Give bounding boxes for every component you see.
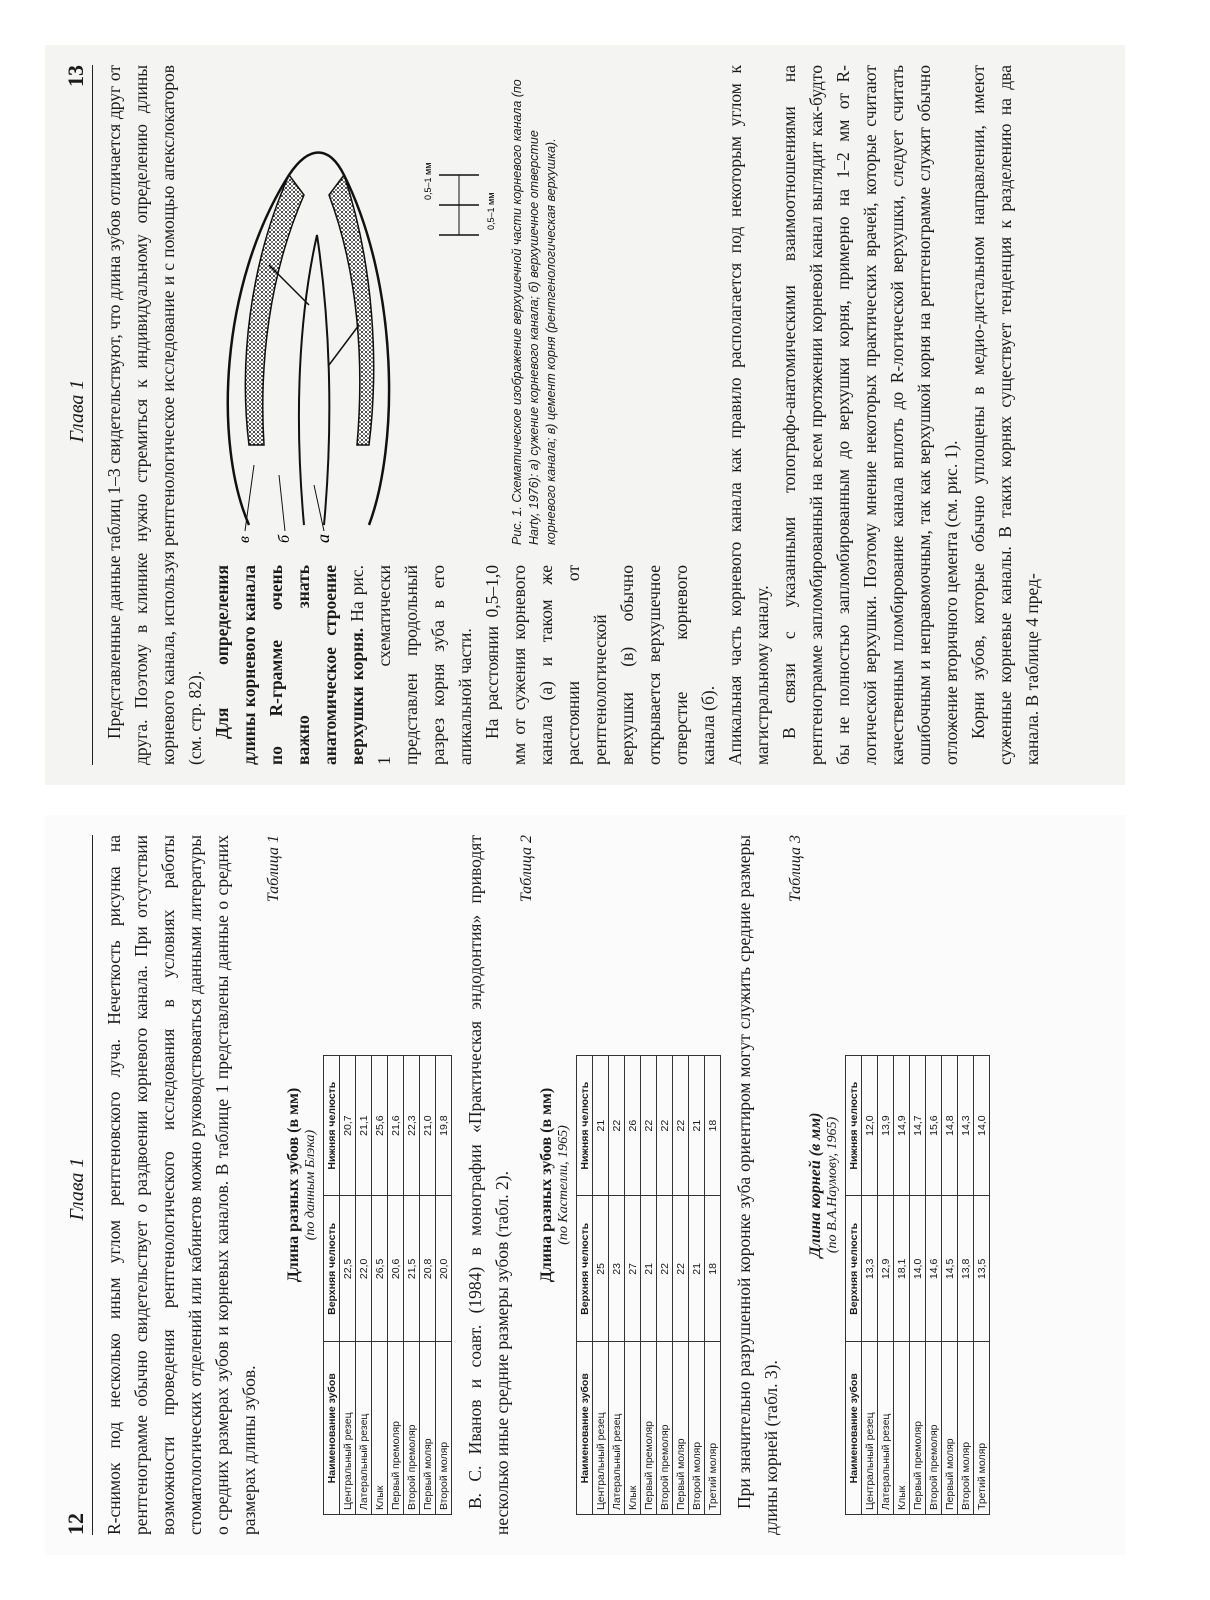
table-cell: Клык <box>894 1342 910 1515</box>
table-cell: Центральный резец <box>862 1342 878 1515</box>
table-row <box>436 1056 452 1515</box>
leader-line <box>279 475 285 531</box>
cementum-layer-lower <box>329 175 374 445</box>
leader-line <box>314 485 324 531</box>
figure-1 <box>209 65 604 565</box>
dimension-label: 0,5–1 мм <box>423 162 433 200</box>
table-cell: Первый моляр <box>420 1342 436 1515</box>
table-cell: 25,6 <box>372 1056 388 1196</box>
table-cell: Клык <box>372 1342 388 1515</box>
table-row <box>942 1056 958 1515</box>
column-header: Нижняя челюсть <box>324 1056 340 1196</box>
table-row <box>420 1056 436 1515</box>
table-cell: 14,6 <box>926 1196 942 1342</box>
text-with-figure <box>209 65 722 765</box>
table-cell: Первый моляр <box>942 1342 958 1515</box>
chapter-title: Глава 1 <box>66 379 88 443</box>
table-cell: 21 <box>641 1196 657 1342</box>
paragraph: Корни зубов, которые обычно уплощены в медио-дистальном направлении, имеют суженные корневые каналы. В таких корнях существует тенденция к разделению на два канала. В таблице 4 пред- <box>968 65 1042 765</box>
table-cell: 22 <box>609 1056 625 1196</box>
table-cell: 13,8 <box>958 1196 974 1342</box>
table-cell: 21 <box>689 1056 705 1196</box>
paragraph: На рис. 1 схематически представлен продольный разрез корня зуба в его апикальной части. <box>347 565 475 765</box>
root-canal <box>299 235 329 525</box>
table-cell: 14,9 <box>894 1056 910 1196</box>
page-13 <box>45 45 1125 785</box>
table-row <box>641 1056 657 1515</box>
table-cell: 13,3 <box>862 1196 878 1342</box>
table-cell: 12,9 <box>878 1196 894 1342</box>
running-header-right <box>63 65 93 765</box>
page-number: 12 <box>63 1513 88 1535</box>
table-row <box>657 1056 673 1515</box>
table-cell: 14,3 <box>958 1056 974 1196</box>
canal-branch <box>329 325 359 365</box>
table-cell: 14,0 <box>974 1056 990 1196</box>
table-row <box>372 1056 388 1515</box>
table-cell: 20,0 <box>436 1196 452 1342</box>
table-cell: 22,5 <box>340 1196 356 1342</box>
table-cell: 19,8 <box>436 1056 452 1196</box>
table-cell: Второй премоляр <box>926 1342 942 1515</box>
column-header: Наименование зубов <box>846 1342 862 1515</box>
table-cell: 22,0 <box>356 1196 372 1342</box>
label-a: а <box>313 534 333 543</box>
table-cell: 23 <box>609 1196 625 1342</box>
table-cell: 22 <box>673 1056 689 1196</box>
table-cell: 14,0 <box>910 1196 926 1342</box>
paragraph: На расстоянии 0,5–1,0 мм от сужения корневого канала (а) и таком же расстоянии от рентгенологической верхушки (в) обычно открывается верхушечное отверстие корневого канала (б). <box>482 565 718 765</box>
table-3 <box>845 1055 990 1515</box>
column-header: Верхняя челюсть <box>846 1196 862 1342</box>
page-12 <box>45 815 1125 1555</box>
table-cell: 20,8 <box>420 1196 436 1342</box>
table-row <box>625 1056 641 1515</box>
label-b: б <box>276 534 293 543</box>
table-cell: Третий моляр <box>974 1342 990 1515</box>
table-cell: Центральный резец <box>593 1342 609 1515</box>
table-cell: Клык <box>625 1342 641 1515</box>
table-2 <box>576 1055 721 1515</box>
table-cell: 22 <box>657 1196 673 1342</box>
table-cell: 22,3 <box>404 1056 420 1196</box>
table-cell: 15,6 <box>926 1056 942 1196</box>
paragraph: В. С. Иванов и соавт. (1984) в монографии «Практическая эндодонтия» приводят несколько иные средние размеры зубов (табл. 2). <box>465 835 512 1535</box>
table-cell: Третий моляр <box>705 1342 721 1515</box>
table-label: Таблица 1 <box>265 835 282 903</box>
table-cell: Второй премоляр <box>657 1342 673 1515</box>
table-row <box>404 1056 420 1515</box>
wrapped-text-column <box>209 565 722 765</box>
paragraph: R-снимок под несколько иным углом рентгеновского луча. Нечеткость рисунка на рентгенограмме обычно свидетельствует о раздвоении корневого канала. При отсутствии возможности проведения рентгенологического исследования в условиях работы стоматологических отделений или кабинетов можно руководствоваться данными литературы о средних размерах зубов и корневых каналов. В таблице 1 представлены данные о средних размерах длины зубов. <box>104 835 259 1535</box>
table-row <box>356 1056 372 1515</box>
paragraph: Представленные данные таблиц 1–3 свидетельствуют, что длина зубов отличается друг от друга. Поэтому в клинике нужно стремиться к индивидуальному определению длины корневого канала, используя рентгенологическое исследование и с помощью апекслокаторов (см. стр. 82). <box>104 65 205 765</box>
paragraph: В связи с указанными топографо-анатомическими взаимоотношениями на рентгенограмме запломбированный на всем протяжении корневой канал выглядит как-будто бы не полностью запломбированным до верхушки корня, примерно на 1–2 мм от R-логической верхушки. Поэтому мнение некоторых практических врачей, которые считают качественным пломбирование канала вплоть до R-логической верхушки, следует считать ошибочным и неправомочным, так как верхушкой корня на рентгенограмме служит обычно отложение вторичного цемента (см. рис. 1). <box>779 65 961 765</box>
table-cell: 21 <box>689 1196 705 1342</box>
page-number: 13 <box>63 65 88 88</box>
table-row <box>593 1056 609 1515</box>
table-label: Таблица 3 <box>787 835 804 903</box>
leader-line <box>245 465 254 531</box>
table-row <box>958 1056 974 1515</box>
table-cell: Первый премоляр <box>388 1342 404 1515</box>
chapter-title: Глава 1 <box>66 1157 88 1221</box>
table-cell: 21,6 <box>388 1056 404 1196</box>
table-row <box>689 1056 705 1515</box>
column-header: Нижняя челюсть <box>577 1056 593 1196</box>
table-row <box>926 1056 942 1515</box>
table-row <box>673 1056 689 1515</box>
column-header: Нижняя челюсть <box>846 1056 862 1196</box>
column-header: Наименование зубов <box>324 1342 340 1515</box>
table-label: Таблица 2 <box>518 835 535 903</box>
table-cell: 20,6 <box>388 1196 404 1342</box>
table-cell: 27 <box>625 1196 641 1342</box>
table-title: Длина корней (в мм) <box>807 1112 824 1258</box>
table-cell: 22 <box>673 1196 689 1342</box>
table-cell: 21,0 <box>420 1056 436 1196</box>
table-cell: 13,9 <box>878 1056 894 1196</box>
table-cell: Латеральный резец <box>356 1342 372 1515</box>
table-row <box>388 1056 404 1515</box>
table-row <box>340 1056 356 1515</box>
column-header: Верхняя челюсть <box>577 1196 593 1342</box>
table-cell: 14,7 <box>910 1056 926 1196</box>
table-cell: Второй моляр <box>689 1342 705 1515</box>
cementum-layer <box>245 175 304 445</box>
column-header: Верхняя челюсть <box>324 1196 340 1342</box>
book-spread <box>45 35 1155 1555</box>
table-title: Длина разных зубов (в мм) <box>285 1087 302 1283</box>
table-row <box>705 1056 721 1515</box>
figure-caption: Рис. 1. Схематическое изображение верхушечной части корневого канала (по Harty, 1976): а) сужение корневого канала; б) верхушечное отверстие корневого канала; в) цемент корня (рентгенологическая верхушка). <box>510 79 558 545</box>
dimension-label: 0,5–1 мм <box>486 192 496 230</box>
table-cell: 22 <box>641 1056 657 1196</box>
table-cell: Латеральный резец <box>878 1342 894 1515</box>
table-cell: 20,7 <box>340 1056 356 1196</box>
table-row <box>862 1056 878 1515</box>
table-cell: 25 <box>593 1196 609 1342</box>
table-cell: 14,8 <box>942 1056 958 1196</box>
table-row <box>894 1056 910 1515</box>
bold-lead: Для определения длины корневого канала по R-грамме очень важно знать анатомическое строение верхушки корня. <box>212 565 367 765</box>
table-cell: 13,5 <box>974 1196 990 1342</box>
table-subtitle: (по Кастелли, 1965) <box>556 1125 571 1245</box>
table-cell: Центральный резец <box>340 1342 356 1515</box>
table-subtitle: (по В.А.Наумову, 1965) <box>825 1116 840 1254</box>
table-row <box>609 1056 625 1515</box>
table-cell: Второй моляр <box>958 1342 974 1515</box>
column-header: Наименование зубов <box>577 1342 593 1515</box>
table-cell: 21,1 <box>356 1056 372 1196</box>
table-row <box>974 1056 990 1515</box>
paragraph: Апикальная часть корневого канала как правило располагается под некоторым углом к магистральному каналу. <box>725 65 772 765</box>
table-1 <box>323 1055 452 1515</box>
table-cell: Второй моляр <box>436 1342 452 1515</box>
table-cell: 18 <box>705 1196 721 1342</box>
table-cell: Первый моляр <box>673 1342 689 1515</box>
table-cell: 12,0 <box>862 1056 878 1196</box>
table-cell: 22 <box>657 1056 673 1196</box>
table-subtitle: (по данным Блэка) <box>303 1129 318 1241</box>
table-title: Длина разных зубов (в мм) <box>538 1087 555 1283</box>
table-cell: 18,1 <box>894 1196 910 1342</box>
table-cell: 21 <box>593 1056 609 1196</box>
label-v: в <box>236 536 253 543</box>
table-cell: 26,5 <box>372 1196 388 1342</box>
table-cell: 21,5 <box>404 1196 420 1342</box>
table-cell: Второй премоляр <box>404 1342 420 1515</box>
paragraph: При значительно разрушенной коронке зуба ориентиром могут служить средние размеры длины корней (табл. 3). <box>734 835 781 1535</box>
table-cell: 14,5 <box>942 1196 958 1342</box>
running-header-left <box>63 835 93 1535</box>
table-cell: Первый премоляр <box>641 1342 657 1515</box>
table-row <box>910 1056 926 1515</box>
table-cell: Латеральный резец <box>609 1342 625 1515</box>
table-cell: 26 <box>625 1056 641 1196</box>
table-row <box>878 1056 894 1515</box>
root-apex-diagram <box>209 65 509 565</box>
table-cell: 18 <box>705 1056 721 1196</box>
table-cell: Первый премоляр <box>910 1342 926 1515</box>
